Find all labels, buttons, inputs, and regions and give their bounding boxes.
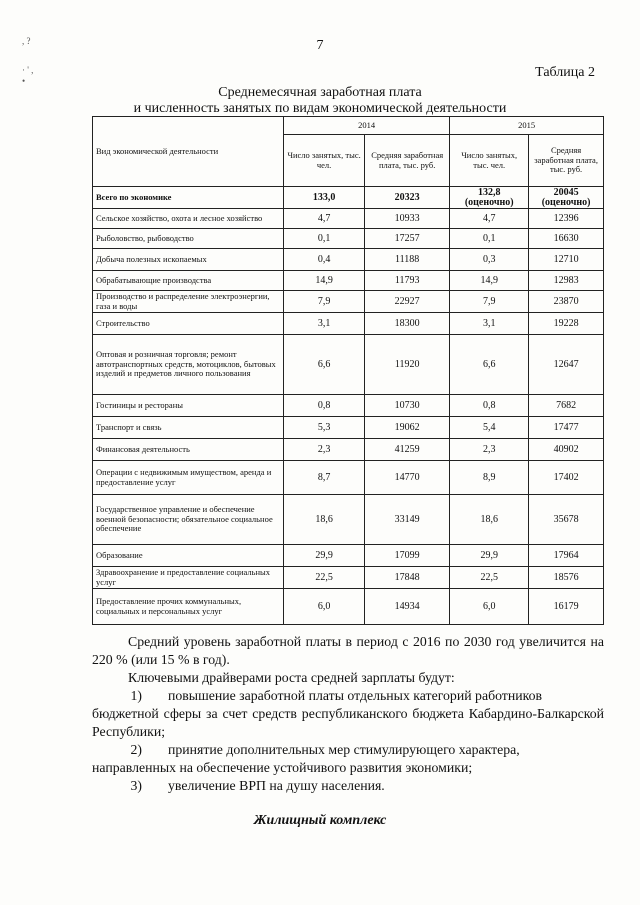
employed-2015-cell: 8,9 (450, 461, 529, 495)
table-row (93, 417, 604, 439)
wage-2014-cell: 18300 (365, 313, 450, 335)
list-text: увеличение ВРП на душу населения. (168, 778, 385, 793)
wage-2015-cell: 16630 (529, 229, 604, 249)
activity-cell: Операции с недвижимым имуществом, аренда и предоставление услуг (93, 461, 284, 495)
wage-2014-cell: 17848 (365, 567, 450, 589)
table-row (93, 495, 604, 545)
wage-2015-cell: 12983 (529, 271, 604, 291)
table-title-line1: Среднемесячная заработная плата (218, 85, 422, 100)
employed-2014-cell: 5,3 (284, 417, 365, 439)
list-number: 1) (130, 688, 142, 703)
employed-2015-cell: 0,3 (450, 249, 529, 271)
employed-2014-cell: 0,4 (284, 249, 365, 271)
employed-2014-cell: 14,9 (284, 271, 365, 291)
wage-2015-cell: 16179 (529, 589, 604, 625)
employed-2014-cell: 3,1 (284, 313, 365, 335)
employed-2015-cell: 0,8 (450, 395, 529, 417)
list-text: принятие дополнительных мер стимулирующего характера, (168, 742, 520, 757)
header-activity: Вид экономической деятельности (93, 117, 284, 187)
header-wage-2014: Средняя заработная плата, тыс. руб. (365, 135, 450, 187)
wage-2015-cell: 12396 (529, 209, 604, 229)
wage-2015-cell: 19228 (529, 313, 604, 335)
body-text (92, 633, 604, 795)
wage-2015-cell: 12647 (529, 335, 604, 395)
activity-cell: Обрабатывающие производства (93, 271, 284, 291)
header-employed-2015: Число занятых, тыс. чел. (450, 135, 529, 187)
table-row (93, 567, 604, 589)
employed-2015-cell: 14,9 (450, 271, 529, 291)
employed-2014-cell: 7,9 (284, 291, 365, 313)
table-row (93, 335, 604, 395)
list-text: повышение заработной платы отдельных категорий работников (168, 688, 543, 703)
paragraph-wage-growth: Средний уровень заработной платы в период с 2016 по 2030 год увеличится на 220 % (или 15 % в год). (92, 634, 604, 667)
table-row (93, 439, 604, 461)
header-year-2014: 2014 (284, 117, 450, 135)
activity-cell: Государственное управление и обеспечение военной безопасности; обязательное социальное обеспечение (93, 495, 284, 545)
activity-cell: Транспорт и связь (93, 417, 284, 439)
wage-2014-cell: 10933 (365, 209, 450, 229)
paragraph-drivers: Ключевыми драйверами роста средней зарплаты будут: (128, 670, 455, 685)
wage-2015-cell: 12710 (529, 249, 604, 271)
list-continuation: направленных на обеспечение устойчивого развития экономики; (92, 760, 473, 775)
employed-2014-cell: 6,6 (284, 335, 365, 395)
employed-2015-cell: 2,3 (450, 439, 529, 461)
list-continuation: бюджетной сферы за счет средств республиканского бюджета Кабардино-Балкарской Республики; (92, 706, 604, 739)
table-label: Таблица 2 (535, 65, 595, 80)
activity-cell: Производство и распределение электроэнергии, газа и воды (93, 291, 284, 313)
wage-2014-cell: 17099 (365, 545, 450, 567)
employed-2015-cell: 6,6 (450, 335, 529, 395)
employed-2014-cell: 6,0 (284, 589, 365, 625)
activity-cell: Добыча полезных ископаемых (93, 249, 284, 271)
table-row (93, 187, 604, 209)
activity-cell: Всего по экономике (93, 187, 284, 209)
employed-2014-cell: 2,3 (284, 439, 365, 461)
header-employed-2014: Число занятых, тыс. чел. (284, 135, 365, 187)
table-row (93, 271, 604, 291)
wage-2015-cell: 23870 (529, 291, 604, 313)
activity-cell: Предоставление прочих коммунальных, социальных и персональных услуг (93, 589, 284, 625)
wage-2014-cell: 10730 (365, 395, 450, 417)
header-year-2015: 2015 (450, 117, 604, 135)
wage-2014-cell: 14934 (365, 589, 450, 625)
table-row (93, 395, 604, 417)
employed-2015-cell: 7,9 (450, 291, 529, 313)
activity-cell: Сельское хозяйство, охота и лесное хозяйство (93, 209, 284, 229)
employed-2015-cell: 4,7 (450, 209, 529, 229)
employed-2014-cell: 0,1 (284, 229, 365, 249)
wage-2014-cell: 11920 (365, 335, 450, 395)
scan-mark: · ' , (22, 65, 34, 75)
table-row (93, 291, 604, 313)
employed-2014-cell: 0,8 (284, 395, 365, 417)
table-row (93, 461, 604, 495)
table-row (93, 229, 604, 249)
page-number: 7 (316, 38, 324, 53)
wage-2015-cell: 17402 (529, 461, 604, 495)
table-row (93, 589, 604, 625)
wage-2014-cell: 17257 (365, 229, 450, 249)
wage-employment-table (92, 116, 604, 625)
wage-2014-cell: 33149 (365, 495, 450, 545)
wage-2014-cell: 20323 (365, 187, 450, 209)
activity-cell: Образование (93, 545, 284, 567)
header-wage-2015: Средняя заработная плата, тыс. руб. (529, 135, 604, 187)
activity-cell: Строительство (93, 313, 284, 335)
wage-2015-cell: 20045 (оценочно) (529, 187, 604, 209)
wage-2015-cell: 7682 (529, 395, 604, 417)
wage-2014-cell: 41259 (365, 439, 450, 461)
table-title-line2: и численность занятых по видам экономической деятельности (133, 101, 507, 116)
employed-2014-cell: 133,0 (284, 187, 365, 209)
employed-2014-cell: 18,6 (284, 495, 365, 545)
activity-cell: Гостиницы и рестораны (93, 395, 284, 417)
employed-2015-cell: 132,8 (оценочно) (450, 187, 529, 209)
employed-2014-cell: 22,5 (284, 567, 365, 589)
wage-2014-cell: 22927 (365, 291, 450, 313)
employed-2015-cell: 29,9 (450, 545, 529, 567)
wage-2015-cell: 18576 (529, 567, 604, 589)
activity-cell: Финансовая деятельность (93, 439, 284, 461)
table-title (90, 85, 550, 117)
employed-2015-cell: 0,1 (450, 229, 529, 249)
employed-2015-cell: 18,6 (450, 495, 529, 545)
section-heading: Жилищный комплекс (253, 813, 387, 828)
wage-2015-cell: 40902 (529, 439, 604, 461)
wage-2014-cell: 11188 (365, 249, 450, 271)
employed-2015-cell: 6,0 (450, 589, 529, 625)
wage-2015-cell: 35678 (529, 495, 604, 545)
employed-2014-cell: 29,9 (284, 545, 365, 567)
employed-2014-cell: 8,7 (284, 461, 365, 495)
activity-cell: Здравоохранение и предоставление социальных услуг (93, 567, 284, 589)
activity-cell: Оптовая и розничная торговля; ремонт автотранспортных средств, мотоциклов, бытовых изделий и предметов личного пользования (93, 335, 284, 395)
wage-2015-cell: 17964 (529, 545, 604, 567)
table-row (93, 545, 604, 567)
scan-mark: , ? (22, 36, 31, 46)
wage-2015-cell: 17477 (529, 417, 604, 439)
list-number: 3) (130, 778, 142, 793)
list-item (92, 777, 604, 795)
list-item (92, 687, 604, 705)
list-number: 2) (130, 742, 142, 757)
wage-2014-cell: 19062 (365, 417, 450, 439)
employed-2015-cell: 22,5 (450, 567, 529, 589)
wage-2014-cell: 14770 (365, 461, 450, 495)
table-row (93, 249, 604, 271)
employed-2015-cell: 3,1 (450, 313, 529, 335)
table-row (93, 209, 604, 229)
wage-2014-cell: 11793 (365, 271, 450, 291)
scan-mark: • (22, 76, 26, 86)
activity-cell: Рыболовство, рыбоводство (93, 229, 284, 249)
employed-2014-cell: 4,7 (284, 209, 365, 229)
employed-2015-cell: 5,4 (450, 417, 529, 439)
table-row (93, 313, 604, 335)
list-item (92, 741, 604, 759)
